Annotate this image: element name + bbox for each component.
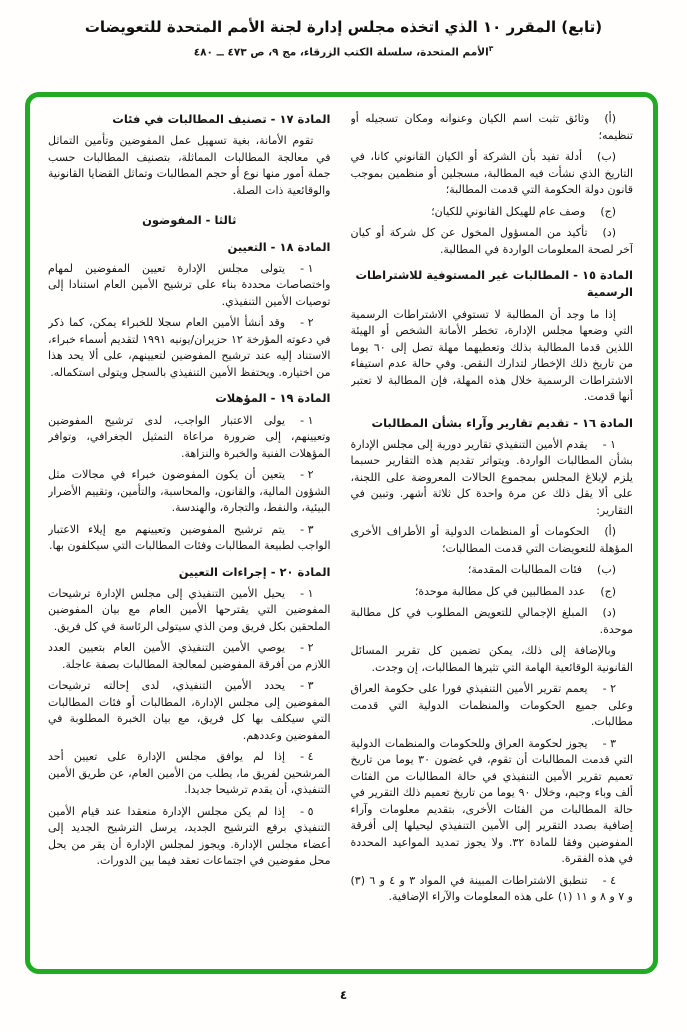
item-marker: ٥ -: [300, 804, 314, 818]
article-heading: المادة ٢٠ - إجراءات التعيين: [178, 564, 331, 579]
paragraph: تقوم الأمانة، بغية تسهيل عمل المفوضين وتأمين التماثل في معالجة المطالبات المماثلة، بتصنيف المطالبات حسب جملة أمور منها نوع أو حجم المطالبات وتماثل القضايا القانونية والوقائعية ذات الصلة.: [48, 134, 331, 197]
article-heading: المادة ١٦ - تقديم تقارير وآراء بشأن المطالبات: [371, 415, 633, 430]
list-item: (ج)عدد المطالبين في كل مطالبة موحدة؛: [351, 584, 634, 601]
item-marker: ١ -: [300, 586, 314, 600]
list-item: (ج)وصف عام للهيكل القانوني للكيان؛: [351, 204, 634, 221]
paragraph: وبالإضافة إلى ذلك، يمكن تضمين كل تقرير المسائل القانونية الوقائعية الهامة التي تثيرها المطالبات، إن وجدت.: [350, 644, 633, 674]
item-marker: (ب): [597, 563, 616, 577]
item-marker: (أ): [604, 525, 616, 539]
article-heading: المادة ١٨ - التعيين: [227, 239, 331, 254]
item-marker: ٢ -: [300, 316, 314, 330]
item-marker: (أ): [604, 112, 616, 125]
page-number: ٤: [339, 988, 348, 1002]
list-item: ٢ -وقد أنشأ الأمين العام سجلا للخبراء يمكن، كما ذكر في دعوته المؤرخة ١٢ حزيران/يونيه ١٩٩١ لتقديم أسماء خبراء، الاستناد إليه عند ترشيح المفوضين لتعيينهم، على ألا يحد هذا من اختياره. ويحتفظ الأمين التنفيذي بالسجل ويتولى استكماله.: [48, 316, 331, 379]
list-item: ٣ -يجوز لحكومة العراق وللحكومات والمنظمات الدولية التي قدمت المطالبات أن تقوم، في غضون ٣٠ يوما من تاريخ تعميم تقرير الأمين التنفيذي في حالة المطالبات من الفئات ألف وباء وجيم، وخلال ٩٠ يوما من تاريخ تعميم ذلك التقرير في حالة المطالبات من الفئات الأخرى، بتقديم معلومات وآراء إضافية بصدد التقرير إلى الأمين التنفيذي ليحيلها إلى أفرقة المفوضين وفقا للمادة ٣٢. ولا يجوز تمديد المواعيد المحددة في هذه الفقرة.: [350, 736, 633, 866]
item-marker: ٤ -: [300, 750, 314, 764]
list-item: ٢ -يتعين أن يكون المفوضون خبراء في مجالات مثل الشؤون المالية، والقانون، والمحاسبة، والتأمين، وتقييم الأضرار البيئية، والنفط، والتجارة، والهندسة.: [48, 468, 331, 514]
list-item: (ب)فئات المطالبات المقدمة؛: [351, 562, 634, 579]
green-content-border: [25, 92, 658, 974]
footnote-marker: ٣: [488, 44, 494, 53]
item-marker: ١ -: [300, 261, 314, 275]
list-item: ١ -يتولى مجلس الإدارة تعيين المفوضين لمهام واختصاصات محددة بناء على ترشيح الأمين العام استنادا إلى توصيات الأمين التنفيذي.: [48, 261, 331, 308]
list-item: ٢ -يوصي الأمين التنفيذي الأمين العام بتعيين العدد اللازم من أفرقة المفوضين لمعالجة المطالبات بصفة عاجلة.: [48, 641, 331, 671]
item-marker: ٤ -: [602, 873, 617, 887]
item-marker: (ب): [597, 150, 616, 163]
list-item: ١ -يولى الاعتبار الواجب، لدى ترشيح المفوضين وتعيينهم، إلى ضرورة مراعاة التمثيل الجغرافي، وتوافر المؤهلات الفنية والخبرة والنزاهة.: [48, 413, 331, 460]
item-marker: ٢ -: [602, 682, 616, 696]
list-item: (أ)وثائق تثبت اسم الكيان وعنوانه ومكان تسجيله أو تنظيمه؛: [350, 112, 633, 142]
list-item: (ب)أدلة تفيد بأن الشركة أو الكيان القانوني كانا، في التاريخ الذي نشأت فيه المطالبة، مسجلين أو منظمين بموجب قانون دولة الحكومة التي قدمت المطالبة؛: [350, 150, 633, 196]
item-marker: ٣ -: [602, 736, 616, 750]
list-item: (د)تأكيد من المسؤول المخول عن كل شركة أو كيان آخر لصحة المعلومات الواردة في المطالبة.: [350, 226, 633, 256]
item-marker: (ج): [600, 584, 616, 598]
list-item: (د)المبلغ الإجمالي للتعويض المطلوب في كل مطالبة موحدة.: [350, 606, 633, 636]
item-marker: ٢ -: [300, 468, 314, 481]
list-item: (أ)الحكومات أو المنظمات الدولية أو الأطراف الأخرى المؤهلة للتعويضات التي قدمت المطالبات؛: [350, 525, 633, 555]
document-subtitle: [0, 44, 687, 59]
item-marker: ٣ -: [300, 679, 314, 693]
item-marker: ٣ -: [300, 522, 314, 536]
article-heading: المادة ١٧ - تصنيف المطالبات في فئات: [112, 112, 331, 126]
list-item: ٢ -يعمم تقرير الأمين التنفيذي فورا على حكومة العراق وعلى جميع الحكومات والمنظمات الدولية التي قدمت مطالبات.: [350, 682, 633, 729]
list-item: ١ -يقدم الأمين التنفيذي تقارير دورية إلى مجلس الإدارة بشأن المطالبات الواردة. ويتواتر تقديم هذه التقارير حسبما يلزم لإبلاغ المجلس بمجموع الحالات المعروضة على اللجنة، على ألا يقل ذلك عن مرة واحدة كل ثلاثة أشهر. وتبين في التقارير:: [350, 437, 633, 517]
column-right: [351, 111, 634, 959]
section-heading: ثالثا - المفوضون: [142, 213, 237, 228]
page-title: (تابع) المقرر ١٠ الذي اتخذه مجلس إدارة لجنة الأمم المتحدة للتعويضات: [84, 18, 603, 36]
document-header: [0, 18, 687, 59]
item-marker: (د): [602, 606, 616, 620]
column-left: [48, 111, 331, 959]
list-item: ٤ -إذا لم يوافق مجلس الإدارة على تعيين أحد المرشحين لفريق ما، يطلب من الأمين العام، عن طريق الأمين التنفيذي، أن يقدم ترشيحا جديدا.: [48, 750, 331, 797]
item-marker: ١ -: [300, 413, 314, 427]
list-item: ١ -يحيل الأمين التنفيذي إلى مجلس الإدارة ترشيحات المفوضين التي يقترحها الأمين العام مع بيان المفوضين الملحقين بكل فريق ومن الذي سيتولى الرئاسة في كل فريق.: [48, 586, 331, 633]
item-marker: ٢ -: [300, 641, 314, 655]
item-marker: ١ -: [602, 437, 616, 451]
article-heading: المادة ١٥ - المطالبات غير المستوفية للاشتراطات الرسمية: [355, 268, 633, 300]
list-item: ٣ -يتم ترشيح المفوضين وتعيينهم مع إيلاء الاعتبار الواجب لطبيعة المطالبات وفئات المطالبات التي سيكلفون بها.: [48, 522, 331, 552]
item-marker: (د): [602, 226, 616, 239]
paragraph: إذا ما وجد أن المطالبة لا تستوفي الاشتراطات الرسمية التي وضعها مجلس الإدارة، تخطر الأمانة الشخص أو الهيئة اللذين قدما المطالبة بذلك وتعطيهما مهلة تصل إلى ٦٠ يوما من تاريخ ذلك الإخطار لتدارك النقص. وفي حالة عدم استيفاء الاشتراطات الرسمية خلال هذه المهلة، فإن المطالبة لا تعتبر أنها قدمت.: [350, 307, 633, 403]
subtitle-citation: الأمم المتحدة، سلسلة الكتب الزرقاء، مج ٩، ص ٤٧٣ ــ ٤٨٠: [193, 46, 489, 59]
article-heading: المادة ١٩ - المؤهلات: [215, 391, 331, 406]
item-marker: (ج): [600, 204, 616, 218]
list-item: ٥ -إذا لم يكن مجلس الإدارة منعقدا عند قيام الأمين التنفيذي برفع الترشيح الجديد، يرسل الترشيح الجديد إلى أعضاء مجلس الإدارة. ويجوز لمجلس الإدارة أن يقر من يحل محل مفوضين في اجتماعات تعقد فيما بين الدورات.: [48, 804, 331, 868]
list-item: ٣ -يحدد الأمين التنفيذي، لدى إحالته ترشيحات المفوضين إلى مجلس الإدارة، المطالبات أو فئات المطالبات التي سيكلف بها كل فريق، مع بيان الخبرة المطلوبة في المفوضين وعددهم.: [48, 679, 331, 742]
list-item: ٤ -تنطبق الاشتراطات المبينة في المواد ٣ و ٤ و ٦ (٣) و ٧ و ٨ و ١١ (١) على هذه المعلومات والآراء الإضافية.: [350, 873, 633, 904]
two-column-layout: [30, 97, 653, 969]
